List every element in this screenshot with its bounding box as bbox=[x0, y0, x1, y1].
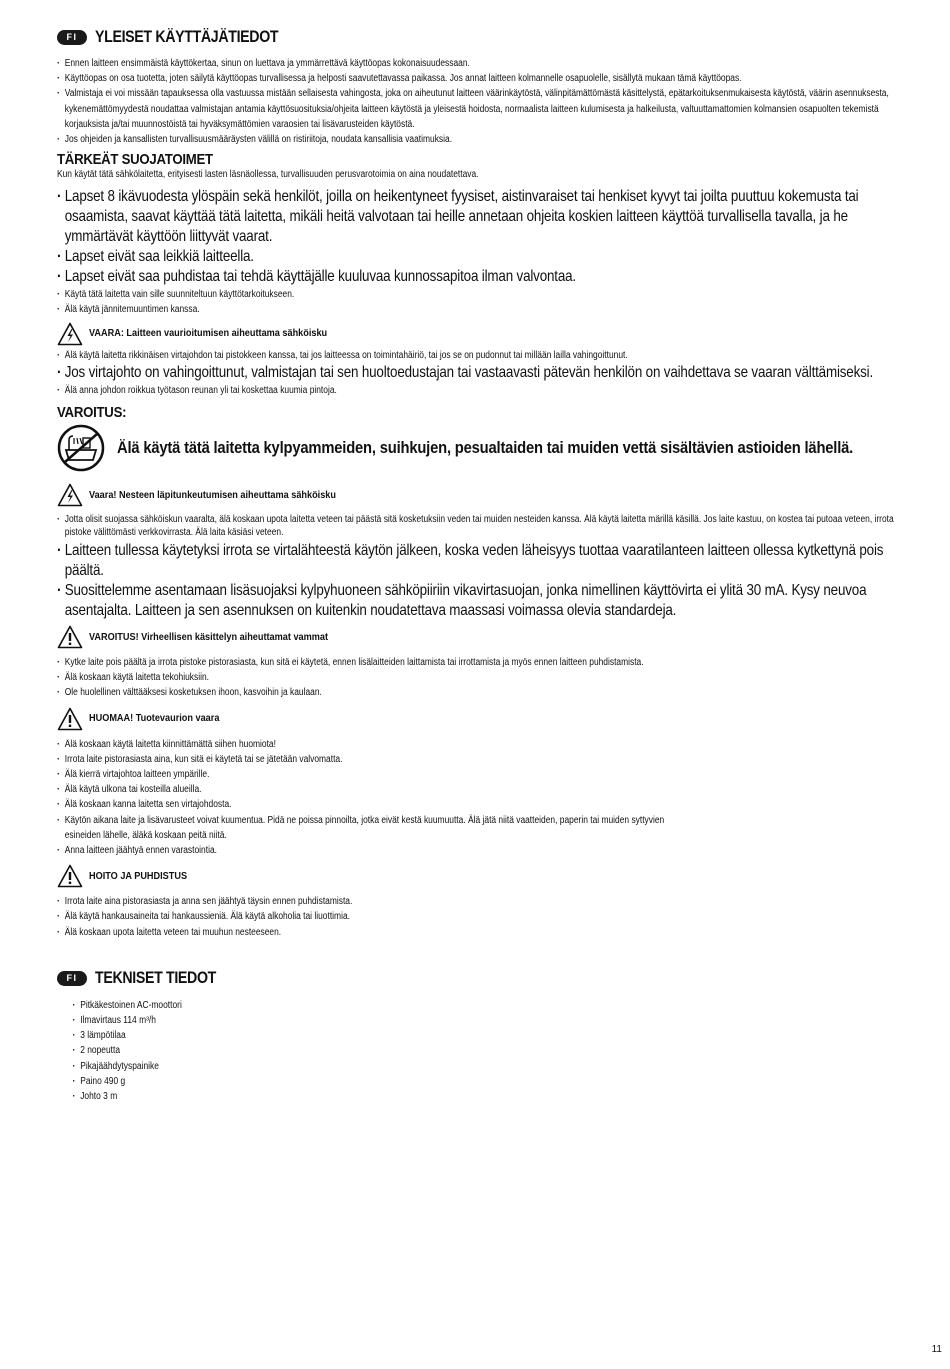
danger-damage-header bbox=[57, 320, 897, 348]
list-item: · Käytä tätä laitetta vain sille suunniteltuun käyttötarkoitukseen. bbox=[57, 287, 895, 302]
warning-triangle-icon bbox=[57, 625, 83, 649]
list-item: · Lapset eivät saa leikkiä laitteella. bbox=[57, 247, 895, 267]
no-bathtub-icon bbox=[57, 424, 105, 472]
list-item: · Älä anna johdon roikkua työtason reunan yli tai koskettaa kuumia pintoja. bbox=[57, 383, 895, 398]
danger-liquid-list bbox=[57, 513, 895, 539]
language-badge: FI bbox=[57, 971, 87, 986]
list-item: · Älä koskaan upota laitetta veteen tai muuhun nesteeseen. bbox=[57, 925, 895, 940]
list-item: · Jotta olisit suojassa sähköiskun vaaralta, älä koskaan upota laitetta veteen tai päästä sitä kosketuksiin veden tai muiden nesteiden kanssa. Älä käytä laitetta märillä käsillä. Jos laite kastuu, on kostea tai putoaa veteen, irrota pistoke välittömästi verkkovirrasta. Älä laita käsiäsi veteen. bbox=[57, 513, 895, 539]
list-item: · Pikajäähdytyspainike bbox=[72, 1059, 894, 1074]
list-item: · Älä käytä laitetta rikkinäisen virtajohdon tai pistokkeen kanssa, tai jos laitteessa on toimintahäiriö, tai jos se on pudonnut tai millään lailla vahingoittunut. bbox=[57, 348, 895, 363]
danger-liquid-large-list bbox=[57, 541, 895, 621]
warning-title: HUOMAA! Tuotevaurion vaara bbox=[89, 713, 220, 725]
list-item: · Valmistaja ei voi missään tapauksessa olla vastuussa mistään sellaisesta vahingosta, joka on aiheutunut laitteen väärinkäytöstä, välinpitämättömästä käsittelystä, epätarkoituksenmukaisesta käytöstä, väärin asennuksesta, kykenemättömyydestä noudattaa valmistajan antamia käyttösuosituksia/ohjeita laitteen käytöstä ja yleisestä hoidosta, normaalista laitteen kulumisesta ja halkeilusta, valtuuttamattomien kolmansien osapuolten tekemistä korjauksista ja/tai muunnostöistä tai hyväksymättömien varaosien tai lisävarusteiden käytöstä. bbox=[57, 86, 895, 132]
page-number: 11 bbox=[931, 1344, 942, 1355]
important-safeguards-title: TÄRKEÄT SUOJATOIMET bbox=[57, 151, 213, 169]
care-list bbox=[57, 894, 895, 940]
technical-data-list bbox=[72, 998, 894, 1104]
safeguards-large-list bbox=[57, 187, 895, 287]
danger-liquid-header bbox=[57, 481, 897, 509]
warning-title: VAROITUS! Virheellisen käsittelyn aiheuttamat vammat bbox=[89, 631, 329, 643]
list-item: · Johto 3 m bbox=[72, 1089, 894, 1104]
list-item: · Irrota laite pistorasiasta aina, kun sitä ei käytetä tai se jätetään valvomatta. bbox=[57, 752, 895, 767]
bathtub-warning bbox=[57, 423, 897, 473]
list-item: · Jos ohjeiden ja kansallisten turvallisuusmääräysten välillä on ristiriitoja, noudata kansallisia vaatimuksia. bbox=[57, 132, 895, 147]
list-item: · Suosittelemme asentamaan lisäsuojaksi kylpyhuoneen sähköpiiriin vikavirtasuojan, jonka nimellinen käyttövirta ei ylitä 30 mA. Kysy neuvoa asentajalta. Laitteen ja sen asennuksen on kuitenkin noudatettava maassasi voimassa olevia standardeja. bbox=[57, 581, 895, 621]
list-item: · Ilmavirtaus 114 m³/h bbox=[72, 1013, 894, 1028]
section-title: TEKNISET TIEDOT bbox=[95, 969, 216, 988]
warning-title: VAARA: Laitteen vaurioitumisen aiheuttama sähköisku bbox=[89, 328, 328, 340]
list-item: · Lapset eivät saa puhdistaa tai tehdä käyttäjälle kuuluvaa kunnossapitoa ilman valvontaa. bbox=[57, 267, 895, 287]
list-item: · Jos virtajohto on vahingoittunut, valmistajan tai sen huoltoedustajan tai vastaavasti pätevän henkilön on vaihdettava se vaaran välttämiseksi. bbox=[57, 363, 895, 383]
section-header-technical bbox=[57, 966, 897, 992]
varoitus-title: VAROITUS: bbox=[57, 404, 127, 422]
warning-handling-header bbox=[57, 623, 897, 651]
list-item: · Käyttöopas on osa tuotetta, joten säilytä käyttöopas turvallisessa ja helposti saavutettavassa paikassa. Jos annat laitteen kolmannelle osapuolelle, sisällytä mukaan tämä käyttöopas. bbox=[57, 71, 895, 86]
warning-triangle-icon bbox=[57, 707, 83, 731]
warning-title: Vaara! Nesteen läpitunkeutumisen aiheuttama sähköisku bbox=[89, 489, 336, 501]
bathtub-warning-text: Älä käytä tätä laitetta kylpyammeiden, suihkujen, pesualtaiden tai muiden vettä sisältävien astioiden lähellä. bbox=[117, 438, 854, 457]
section-header-general bbox=[57, 24, 897, 50]
list-item: · Ole huolellinen välttääksesi kosketuksen ihoon, kasvoihin ja kaulaan. bbox=[57, 685, 895, 700]
manual-page bbox=[57, 24, 897, 1104]
safeguards-intro: Kun käytät tätä sähkölaitetta, erityisesti lasten läsnäollessa, turvallisuuden perusvarotoimia on aina noudatettava. bbox=[57, 169, 479, 181]
list-item: · 3 lämpötilaa bbox=[72, 1028, 894, 1043]
list-item: · Älä koskaan kanna laitetta sen virtajohdosta. bbox=[57, 797, 895, 812]
list-item: · Paino 490 g bbox=[72, 1074, 894, 1089]
list-item: · Irrota laite aina pistorasiasta ja anna sen jäähtyä täysin ennen puhdistamista. bbox=[57, 894, 895, 909]
warning-triangle-icon bbox=[57, 864, 83, 888]
notice-list bbox=[57, 737, 895, 859]
list-item: · Pitkäkestoinen AC-moottori bbox=[72, 998, 894, 1013]
language-badge: FI bbox=[57, 30, 87, 45]
list-item: · Kytke laite pois päältä ja irrota pistoke pistorasiasta, kun sitä ei käytetä, ennen lisälaitteiden laittamista tai irrottamista ja myös ennen laitteen puhdistamista. bbox=[57, 655, 895, 670]
warning-handling-list bbox=[57, 655, 895, 701]
notice-header bbox=[57, 705, 897, 733]
danger-damage-list-a bbox=[57, 348, 895, 363]
list-item: · Käytön aikana laite ja lisävarusteet voivat kuumentua. Pidä ne poissa pinnoilta, jotka eivät kestä kuumuutta. Älä jätä niitä vaatteiden, paperin tai muiden syttyvien esineiden lähelle, äläkä koskaan peitä niitä. bbox=[57, 813, 684, 843]
warning-title: HOITO JA PUHDISTUS bbox=[89, 870, 188, 882]
list-item: · Älä koskaan käytä laitetta kiinnittämättä siihen huomiota! bbox=[57, 737, 895, 752]
list-item: · 2 nopeutta bbox=[72, 1043, 894, 1058]
care-header bbox=[57, 862, 897, 890]
list-item: · Älä kierrä virtajohtoa laitteen ympärille. bbox=[57, 767, 895, 782]
safeguards-small-list bbox=[57, 287, 895, 317]
electric-hazard-icon bbox=[57, 483, 83, 507]
list-item: · Lapset 8 ikävuodesta ylöspäin sekä henkilöt, joilla on heikentyneet fyysiset, aistinvaraiset tai henkiset kyvyt tai joilta puuttuu kokemusta tai osaamista, saavat käyttää tätä laitetta, mikäli heitä valvotaan tai heille annetaan ohjeita koskien laitteen käyttöä turvallisella tavalla, ja he ymmärtävät käyttöön liittyvät vaarat. bbox=[57, 187, 895, 247]
list-item: · Älä käytä jännitemuuntimen kanssa. bbox=[57, 302, 895, 317]
danger-damage-list-b bbox=[57, 383, 895, 398]
general-info-list bbox=[57, 56, 895, 147]
list-item: · Älä käytä ulkona tai kosteilla alueilla. bbox=[57, 782, 895, 797]
list-item: · Laitteen tullessa käytetyksi irrota se virtalähteestä käytön jälkeen, koska veden läheisyys tuottaa vaaratilanteen laitteen ollessa kytkettynä pois päältä. bbox=[57, 541, 895, 581]
list-item: · Älä koskaan käytä laitetta tekohiuksiin. bbox=[57, 670, 895, 685]
list-item: · Ennen laitteen ensimmäistä käyttökertaa, sinun on luettava ja ymmärrettävä käyttöopas kokonaisuudessaan. bbox=[57, 56, 895, 71]
list-item: · Älä käytä hankausaineita tai hankaussieniä. Älä käytä alkoholia tai liuottimia. bbox=[57, 909, 895, 924]
section-title: YLEISET KÄYTTÄJÄTIEDOT bbox=[95, 27, 279, 46]
danger-damage-large-list bbox=[57, 363, 895, 383]
list-item: · Anna laitteen jäähtyä ennen varastointia. bbox=[57, 843, 895, 858]
electric-hazard-icon bbox=[57, 322, 83, 346]
